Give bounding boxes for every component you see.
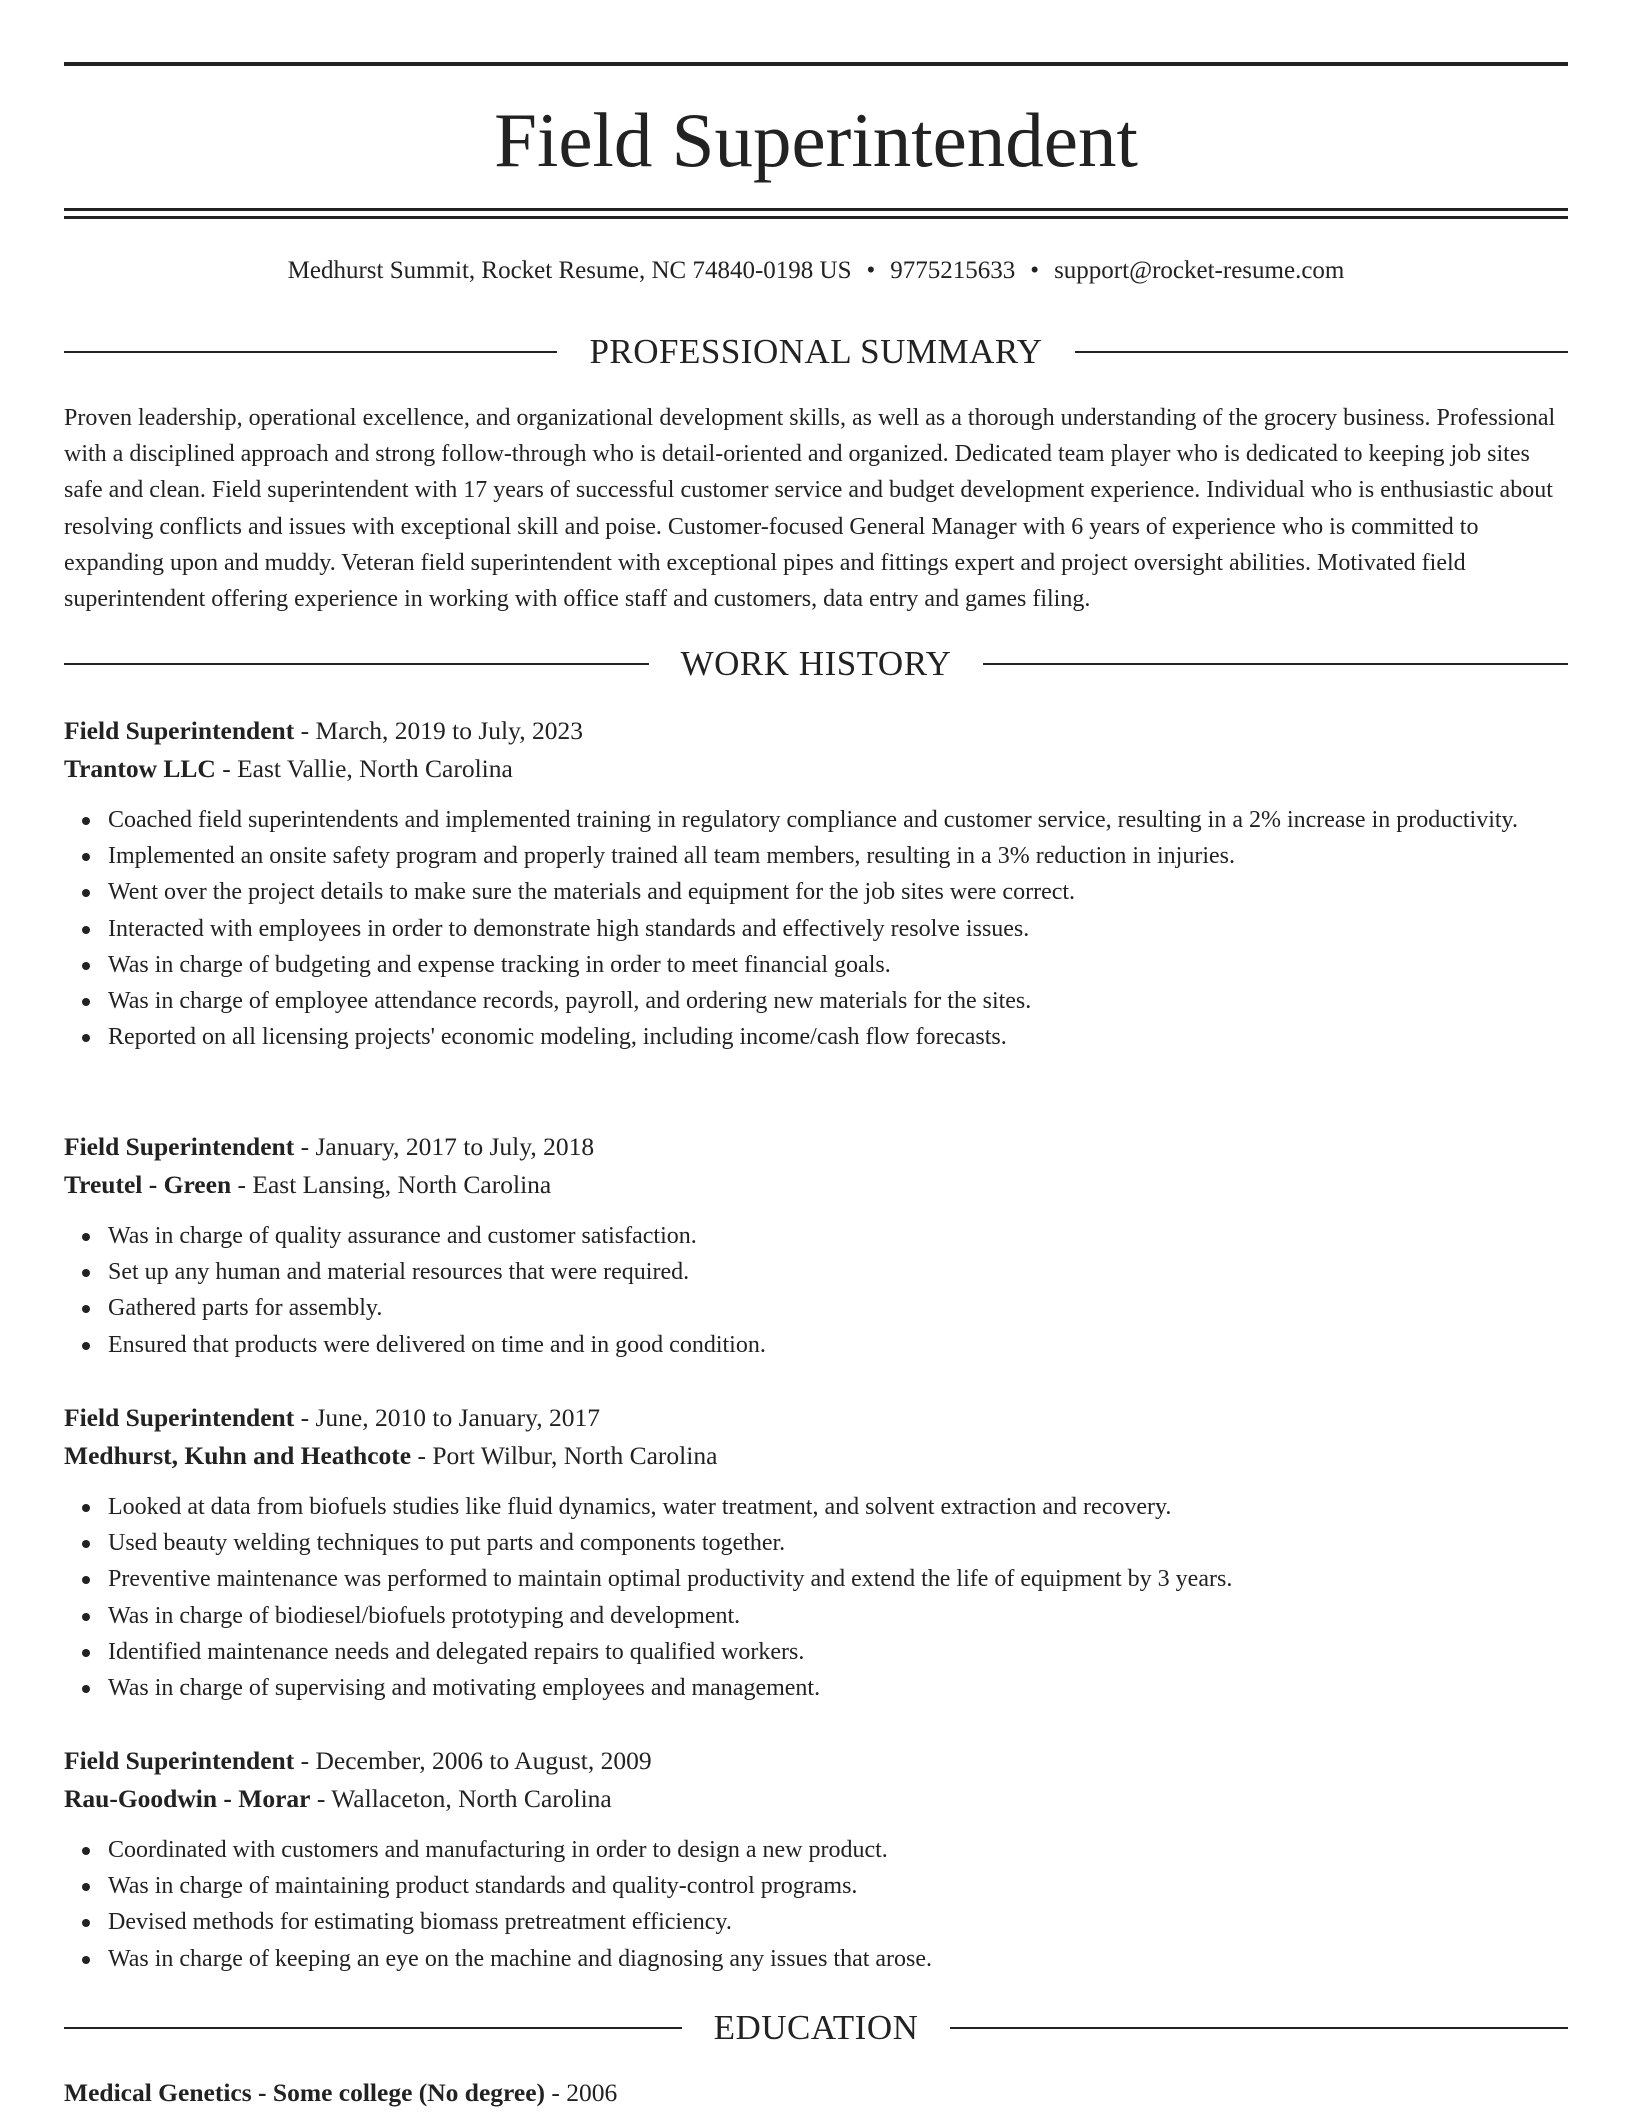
job-title: Field Superintendent bbox=[64, 1132, 295, 1161]
job-company: Medhurst, Kuhn and Heathcote bbox=[64, 1441, 412, 1470]
job-location: Wallaceton, North Carolina bbox=[331, 1784, 612, 1813]
education-degree: Medical Genetics - Some college (No degree) bbox=[64, 2078, 546, 2107]
job-title-line: Field Superintendent - January, 2017 to July, 2018 bbox=[64, 1132, 595, 1161]
job-location: East Vallie, North Carolina bbox=[237, 754, 513, 783]
job-bullet: Ensured that products were delivered on time and in good condition. bbox=[108, 1327, 1568, 1363]
job-location: Port Wilbur, North Carolina bbox=[432, 1441, 718, 1470]
contact-separator: • bbox=[866, 257, 876, 284]
contact-address: Medhurst Summit, Rocket Resume, NC 74840-0198 US bbox=[287, 257, 852, 284]
job-bullets bbox=[64, 802, 1568, 1055]
job-bullet: Looked at data from biofuels studies like fluid dynamics, water treatment, and solvent extraction and recovery. bbox=[108, 1489, 1568, 1525]
section-rule-right bbox=[983, 663, 1568, 665]
contact-phone: 9775215633 bbox=[890, 257, 1016, 284]
job-bullet: Used beauty welding techniques to put parts and components together. bbox=[108, 1525, 1568, 1561]
header-double-rule bbox=[64, 208, 1568, 219]
job-bullet: Was in charge of keeping an eye on the machine and diagnosing any issues that arose. bbox=[108, 1941, 1568, 1977]
job-title: Field Superintendent bbox=[64, 1403, 295, 1432]
section-title: EDUCATION bbox=[713, 2008, 919, 2047]
candidate-name: Field Superintendent bbox=[494, 97, 1138, 183]
job-bullet: Implemented an onsite safety program and properly trained all team members, resulting in a 3% reduction in injuries. bbox=[108, 838, 1568, 874]
job-dates: March, 2019 to July, 2023 bbox=[315, 716, 583, 745]
job-title: Field Superintendent bbox=[64, 1746, 295, 1775]
section-heading-summary bbox=[64, 330, 1568, 374]
summary-paragraph: Proven leadership, operational excellence, and organizational development skills, as well as a thorough understanding of the grocery business. Professional with a disciplined approach and strong follow-through who is detail-oriented and organized. Dedicated team player who is dedicated to keeping job sites safe and clean. Field superintendent with 17 years of successful customer service and budget development experience. Individual who is enthusiastic about resolving conflicts and issues with exceptional skill and poise. Customer-focused General Manager with 6 years of experience who is committed to expanding upon and muddy. Veteran field superintendent with exceptional pipes and fittings expert and project oversight abilities. Motivated field superintendent offering experience in working with office staff and customers, data entry and games filing. bbox=[64, 405, 1556, 613]
job-company-line: Trantow LLC - East Vallie, North Carolina bbox=[64, 754, 513, 783]
job-title-line: Field Superintendent - March, 2019 to July, 2023 bbox=[64, 716, 583, 745]
job-bullets bbox=[64, 1218, 1568, 1363]
job-title-line: Field Superintendent - June, 2010 to January, 2017 bbox=[64, 1403, 600, 1432]
job-bullet: Was in charge of budgeting and expense tracking in order to meet financial goals. bbox=[108, 947, 1568, 983]
contact-separator: • bbox=[1030, 257, 1040, 284]
job-bullet: Was in charge of supervising and motivating employees and management. bbox=[108, 1670, 1568, 1706]
job-bullet: Reported on all licensing projects' economic modeling, including income/cash flow forecasts. bbox=[108, 1019, 1568, 1055]
job-entry bbox=[64, 1128, 1568, 1363]
job-dates: June, 2010 to January, 2017 bbox=[315, 1403, 600, 1432]
section-heading-education bbox=[64, 2006, 1568, 2050]
job-bullet: Went over the project details to make sure the materials and equipment for the job sites were correct. bbox=[108, 874, 1568, 910]
job-entry bbox=[64, 712, 1568, 1055]
job-company-line: Treutel - Green - East Lansing, North Carolina bbox=[64, 1170, 552, 1199]
section-rule-left bbox=[64, 663, 649, 665]
contact-line bbox=[64, 254, 1568, 288]
job-bullet: Devised methods for estimating biomass pretreatment efficiency. bbox=[108, 1904, 1568, 1940]
section-title: PROFESSIONAL SUMMARY bbox=[589, 332, 1043, 371]
job-bullet: Gathered parts for assembly. bbox=[108, 1290, 1568, 1326]
job-bullet: Coached field superintendents and implemented training in regulatory compliance and customer service, resulting in a 2% increase in productivity. bbox=[108, 802, 1568, 838]
job-bullet: Was in charge of biodiesel/biofuels prototyping and development. bbox=[108, 1598, 1568, 1634]
section-rule-left bbox=[64, 351, 557, 353]
job-dates: December, 2006 to August, 2009 bbox=[315, 1746, 652, 1775]
section-rule-left bbox=[64, 2027, 682, 2029]
job-company: Trantow LLC bbox=[64, 754, 216, 783]
job-bullet: Interacted with employees in order to demonstrate high standards and effectively resolve issues. bbox=[108, 911, 1568, 947]
job-company: Treutel - Green bbox=[64, 1170, 232, 1199]
header-top-rule bbox=[64, 62, 1568, 66]
job-bullet: Was in charge of quality assurance and customer satisfaction. bbox=[108, 1218, 1568, 1254]
job-bullet: Preventive maintenance was performed to maintain optimal productivity and extend the life of equipment by 3 years. bbox=[108, 1561, 1568, 1597]
job-dates: January, 2017 to July, 2018 bbox=[315, 1132, 595, 1161]
job-company-line: Rau-Goodwin - Morar - Wallaceton, North Carolina bbox=[64, 1784, 612, 1813]
job-bullet: Was in charge of maintaining product standards and quality-control programs. bbox=[108, 1868, 1568, 1904]
job-bullet: Identified maintenance needs and delegated repairs to qualified workers. bbox=[108, 1634, 1568, 1670]
job-title-line: Field Superintendent - December, 2006 to August, 2009 bbox=[64, 1746, 652, 1775]
job-entry bbox=[64, 1399, 1568, 1706]
job-title: Field Superintendent bbox=[64, 716, 295, 745]
job-bullet: Was in charge of employee attendance records, payroll, and ordering new materials for the sites. bbox=[108, 983, 1568, 1019]
section-title: WORK HISTORY bbox=[680, 644, 952, 683]
job-location: East Lansing, North Carolina bbox=[252, 1170, 552, 1199]
job-bullets bbox=[64, 1489, 1568, 1706]
job-bullet: Coordinated with customers and manufacturing in order to design a new product. bbox=[108, 1832, 1568, 1868]
job-company: Rau-Goodwin - Morar bbox=[64, 1784, 311, 1813]
job-bullet: Set up any human and material resources that were required. bbox=[108, 1254, 1568, 1290]
contact-email[interactable]: support@rocket-resume.com bbox=[1054, 257, 1345, 284]
job-company-line: Medhurst, Kuhn and Heathcote - Port Wilbur, North Carolina bbox=[64, 1441, 718, 1470]
job-bullets bbox=[64, 1832, 1568, 1977]
section-rule-right bbox=[1075, 351, 1568, 353]
education-year: 2006 bbox=[566, 2078, 618, 2107]
section-rule-right bbox=[950, 2027, 1568, 2029]
job-entry bbox=[64, 1742, 1568, 1977]
section-heading-work-history bbox=[64, 642, 1568, 686]
education-entry: Medical Genetics - Some college (No degree) - 2006 bbox=[64, 2078, 618, 2107]
